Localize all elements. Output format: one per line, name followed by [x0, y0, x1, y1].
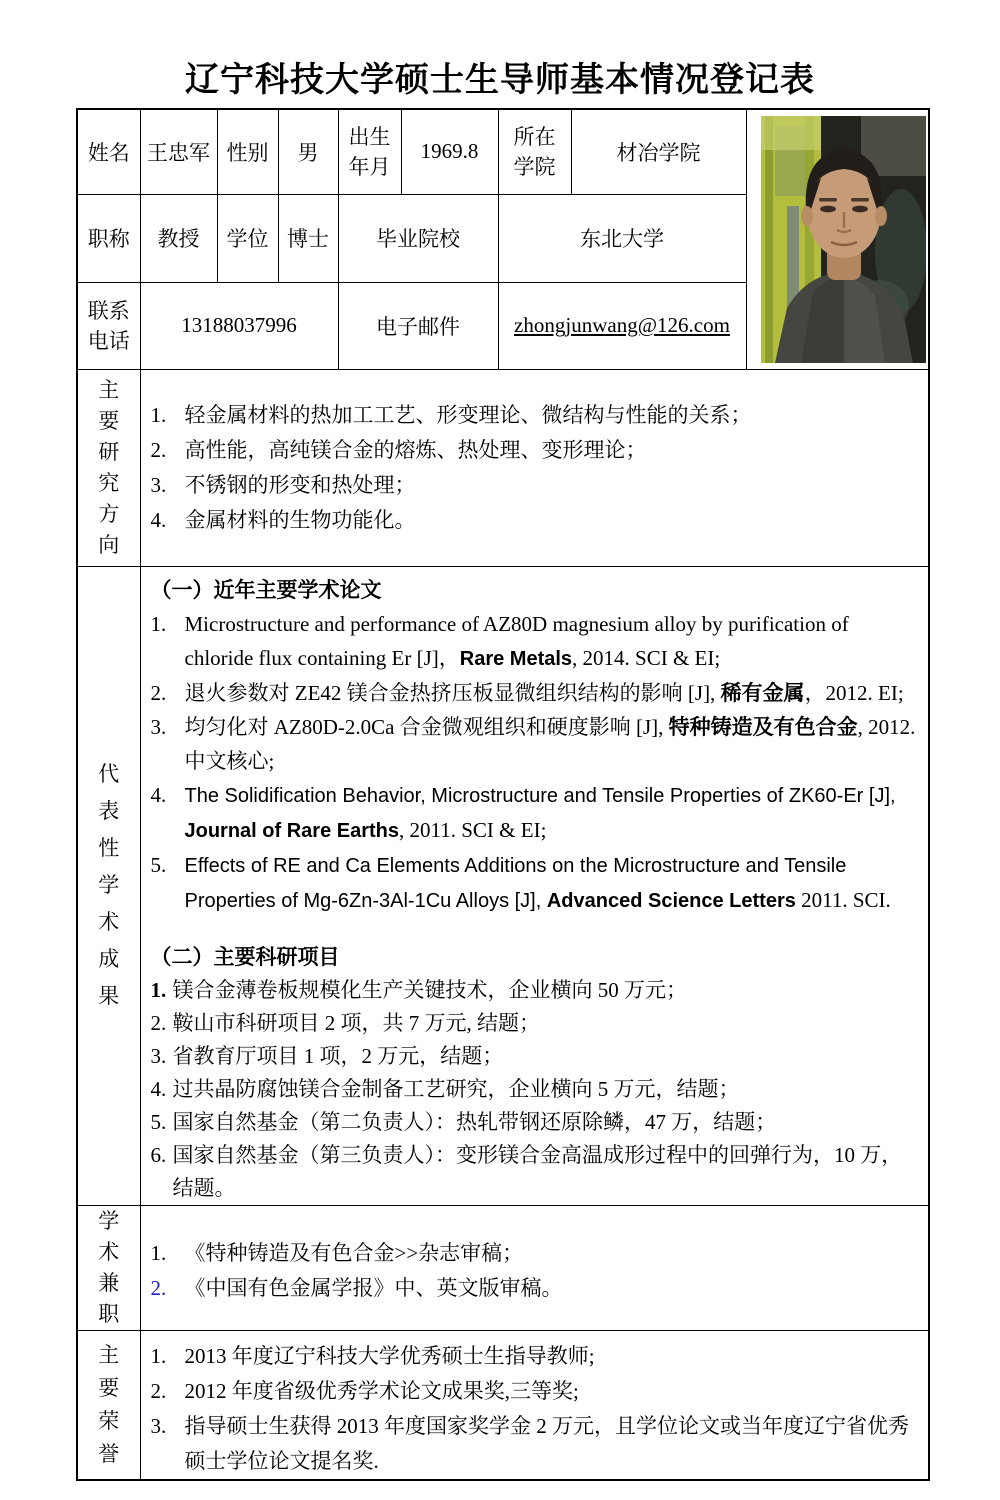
honors-content — [140, 1330, 929, 1480]
phone-value: 13188037996 — [140, 282, 338, 369]
list-item: 2. 《中国有色金属学报》中、英文版审稿。 — [150, 1275, 563, 1300]
academic-positions-label-text: 学术兼职 — [98, 1208, 120, 1326]
list-item: 2. 退火参数对 ZE42 镁合金热挤压板显微组织结构的影响 [J], 稀有金属，2012. EI; — [150, 680, 904, 705]
phone-label-text: 联系电话 — [87, 298, 130, 353]
email-value — [498, 282, 746, 369]
supervisor-info-table — [76, 108, 930, 1481]
degree-value: 博士 — [278, 194, 338, 282]
alma-mater-value: 东北大学 — [498, 194, 746, 282]
list-item: 5. Effects of RE and Ca Elements Additions on the Microstructure and Tensile Properties of Mg-6Zn-3Al-1Cu Alloys [J], Advanced Science Letters 2011. SCI. — [150, 852, 891, 912]
job-title-value: 教授 — [140, 194, 217, 282]
list-item: 2. 高性能，高纯镁合金的熔炼、热处理、变形理论； — [150, 437, 647, 462]
job-title-label: 职称 — [77, 194, 140, 282]
papers-list — [151, 607, 919, 918]
college-label — [498, 109, 571, 194]
academic-positions-label — [77, 1205, 140, 1330]
list-item: 6. 国家自然基金（第三负责人）：变形镁合金高温成形过程中的回弹行为，10 万，结题。 — [150, 1142, 903, 1200]
list-item: 3. 均匀化对 AZ80D-2.0Ca 合金微观组织和硬度影响 [J], 特种铸造及有色合金, 2012. 中文核心; — [150, 714, 916, 773]
gender-label: 性别 — [217, 109, 278, 194]
projects-section-header: （二）主要科研项目 — [150, 944, 340, 969]
honors-list — [151, 1337, 919, 1479]
list-item: 3. 不锈钢的形变和热处理； — [150, 472, 416, 497]
list-item: 1. 《特种铸造及有色合金>>杂志审稿； — [150, 1240, 524, 1265]
list-item: 1. 2013 年度辽宁科技大学优秀硕士生指导教师; — [150, 1343, 595, 1368]
list-item: 1. 镁合金薄卷板规模化生产关键技术，企业横向 50 万元； — [150, 977, 687, 1002]
list-item: 3. 省教育厅项目 1 项，2 万元，结题； — [150, 1043, 504, 1068]
college-label-text: 所在学院 — [513, 124, 556, 179]
research-directions-content — [140, 369, 929, 566]
achievements-content — [140, 566, 929, 1205]
list-item: 4. The Solidification Behavior, Microstructure and Tensile Properties of ZK60-Er [J], Journal of Rare Earths, 2011. SCI & EI; — [150, 782, 896, 842]
research-directions-label-text: 主要研究方向 — [98, 377, 120, 557]
birth-label — [338, 109, 401, 194]
papers-section-header: （一）近年主要学术论文 — [150, 577, 382, 602]
degree-label: 学位 — [217, 194, 278, 282]
honors-label-text: 主要荣誉 — [98, 1342, 120, 1466]
email-label: 电子邮件 — [338, 282, 498, 369]
research-directions-list — [151, 376, 919, 538]
name-value: 王忠军 — [140, 109, 217, 194]
name-label: 姓名 — [77, 109, 140, 194]
phone-label — [77, 282, 140, 369]
list-item: 2. 鞍山市科研项目 2 项，共 7 万元, 结题； — [150, 1010, 540, 1035]
list-item: 1. 轻金属材料的热加工工艺、形变理论、微结构与性能的关系； — [150, 402, 752, 427]
list-item: 4. 金属材料的生物功能化。 — [150, 507, 416, 532]
achievements-label-text: 代表性学术成果 — [98, 762, 120, 1008]
photo-cell — [746, 109, 929, 369]
birth-label-text: 出生年月 — [348, 124, 391, 179]
email-link[interactable]: zhongjunwang@126.com — [514, 313, 730, 337]
list-item: 2. 2012 年度省级优秀学术论文成果奖,三等奖; — [150, 1378, 579, 1403]
gender-value: 男 — [278, 109, 338, 194]
list-item: 4. 过共晶防腐蚀镁合金制备工艺研究，企业横向 5 万元，结题； — [150, 1076, 740, 1101]
achievements-label — [77, 566, 140, 1205]
academic-positions-list — [151, 1212, 919, 1306]
projects-list — [151, 974, 919, 1205]
portrait-photo — [761, 116, 926, 363]
list-item: 5. 国家自然基金（第二负责人）：热轧带钢还原除鳞，47 万，结题； — [150, 1109, 777, 1134]
list-item: 1. Microstructure and performance of AZ80D magnesium alloy by purification of chloride flux containing Er [J]，Rare Metals, 2014. SCI & EI; — [150, 611, 849, 670]
birth-value: 1969.8 — [401, 109, 498, 194]
page-title: 辽宁科技大学硕士生导师基本情况登记表 — [185, 62, 815, 99]
research-directions-label — [77, 369, 140, 566]
list-item: 3. 指导硕士生获得 2013 年度国家奖学金 2 万元，且学位论文或当年度辽宁省优秀硕士学位论文提名奖. — [150, 1413, 909, 1473]
honors-label — [77, 1330, 140, 1480]
academic-positions-content — [140, 1205, 929, 1330]
college-value: 材冶学院 — [571, 109, 746, 194]
alma-mater-label: 毕业院校 — [338, 194, 498, 282]
